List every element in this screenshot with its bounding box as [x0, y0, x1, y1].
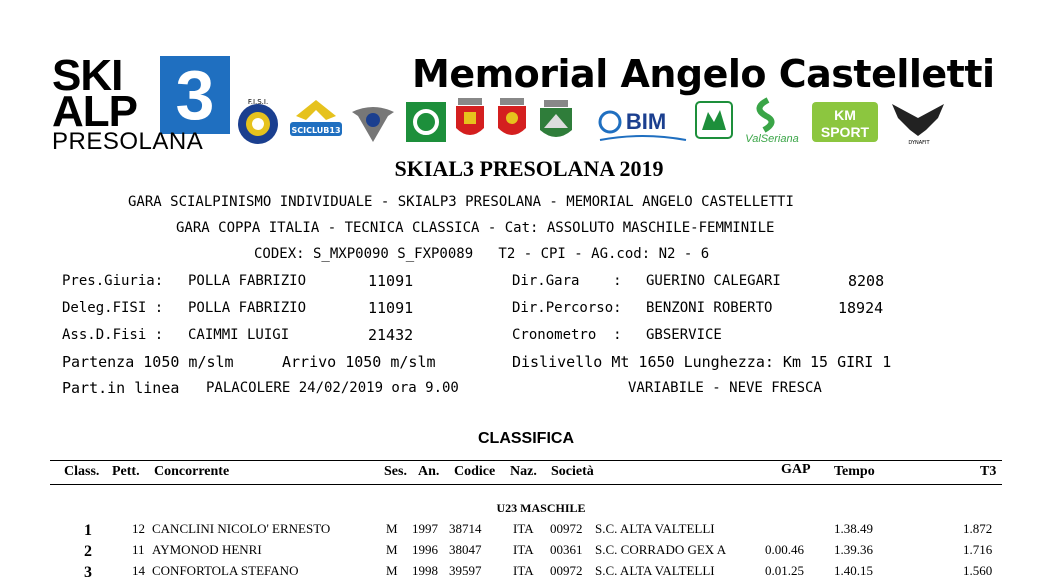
col-tempo: Tempo [834, 464, 875, 479]
ass-fisi-code: 21432 [368, 326, 414, 344]
fisi-logo [232, 96, 284, 146]
col-t3: T3 [980, 464, 997, 479]
table-top-rule [50, 460, 1002, 461]
col-pett: Pett. [112, 464, 140, 479]
logo-text-ski: SKI [52, 51, 123, 100]
col-an: An. [418, 464, 440, 479]
col-naz: Naz. [510, 464, 537, 479]
logo-text-alp: ALP [52, 87, 137, 136]
row-1-pett: 12 [132, 521, 145, 536]
dir-percorso-name: BENZONI ROBERTO [646, 300, 773, 316]
row-2-societa: S.C. CORRADO GEX A [595, 542, 727, 557]
col-class: Class. [64, 464, 100, 479]
row-3-societa: S.C. ALTA VALTELLI [595, 563, 715, 578]
animal-logo [694, 96, 734, 146]
row-2-ses: M [386, 542, 398, 557]
part-linea-label: Part.in linea [62, 379, 180, 397]
row-3-ses: M [386, 563, 398, 578]
pres-giuria-code: 11091 [368, 272, 414, 290]
skialp3-logo [52, 51, 232, 155]
row-1-t3: 1.872 [963, 521, 993, 536]
km-sport-logo [810, 96, 880, 146]
dynafit-label: DYNAFIT [908, 140, 930, 146]
row-2-naz: ITA [513, 542, 534, 557]
row-2-pett: 11 [132, 542, 145, 557]
cronometro-label: Cronometro : [512, 327, 622, 343]
table-header-rule [50, 484, 1002, 485]
dir-gara-code: 8208 [848, 272, 885, 290]
partenza: Partenza 1050 m/slm [62, 353, 234, 371]
valseriana-logo [738, 96, 806, 146]
dir-percorso-code: 18924 [838, 299, 884, 317]
row-3-an: 1998 [412, 563, 438, 578]
race-info-line-1: GARA SCIALPINISMO INDIVIDUALE - SKIALP3 PRESOLANA - MEMORIAL ANGELO CASTELLETTI [128, 194, 794, 210]
coat-of-arms-3 [536, 96, 576, 146]
ass-fisi-label: Ass.D.Fisi : [62, 327, 164, 343]
deleg-fisi-code: 11091 [368, 299, 414, 317]
pres-giuria-label: Pres.Giuria: [62, 273, 164, 289]
part-linea-value: PALACOLERE 24/02/2019 ora 9.00 [206, 380, 459, 396]
row-2-gap: 0.00.46 [765, 542, 804, 557]
row-2-class: 2 [84, 543, 92, 560]
cai-logo [348, 96, 398, 146]
row-3-name: CONFORTOLA STEFANO [152, 563, 299, 578]
row-1-ses: M [386, 521, 398, 536]
row-2-name: AYMONOD HENRI [152, 542, 262, 557]
row-1-class: 1 [84, 522, 92, 539]
row-3-t3: 1.560 [963, 563, 993, 578]
ass-fisi-name: CAIMMI LUIGI [188, 327, 290, 343]
fisi-label: F.I.S.I. [247, 98, 269, 106]
row-2-tempo: 1.39.36 [834, 542, 873, 557]
col-gap: GAP [781, 462, 811, 477]
race-info-line-2: GARA COPPA ITALIA - TECNICA CLASSICA - Cat: ASSOLUTO MASCHILE-FEMMINILE [176, 220, 775, 236]
row-1-name: CANCLINI NICOLO' ERNESTO [152, 521, 331, 536]
row-3-tempo: 1.40.15 [834, 563, 873, 578]
race-info-line-3: CODEX: S_MXP0090 S_FXP0089 T2 - CPI - AG.cod: N2 - 6 [254, 246, 710, 262]
sciclub13-logo [286, 96, 346, 146]
deleg-fisi-label: Deleg.FISI : [62, 300, 164, 316]
row-3-gap: 0.01.25 [765, 563, 804, 578]
km-sport-label: SPORT [820, 124, 870, 140]
row-3-codice: 39597 [449, 563, 482, 578]
dir-gara-label: Dir.Gara : [512, 273, 622, 289]
dynafit-logo [888, 96, 950, 146]
pres-giuria-name: POLLA FABRIZIO [188, 273, 307, 289]
row-3-soc-code: 00972 [550, 563, 583, 578]
meteo: VARIABILE - NEVE FRESCA [628, 380, 822, 396]
classifica-title: CLASSIFICA [478, 430, 574, 447]
col-concorrente: Concorrente [154, 464, 230, 479]
coat-of-arms-2 [494, 96, 530, 146]
sciclub13-label: SCICLUB13 [291, 126, 341, 135]
row-1-tempo: 1.38.49 [834, 521, 873, 536]
row-2-codice: 38047 [449, 542, 482, 557]
category-group: U23 MASCHILE [496, 501, 586, 515]
col-ses: Ses. [384, 464, 407, 479]
logo-number: 3 [160, 56, 230, 134]
dir-gara-name: GUERINO CALEGARI [646, 273, 781, 289]
row-3-naz: ITA [513, 563, 534, 578]
row-1-soc-code: 00972 [550, 521, 583, 536]
bim-logo [596, 96, 690, 146]
arrivo: Arrivo 1050 m/slm [282, 353, 436, 371]
dir-percorso-label: Dir.Percorso: [512, 300, 622, 316]
row-2-soc-code: 00361 [550, 542, 583, 557]
row-3-pett: 14 [132, 563, 145, 578]
coat-of-arms-1 [452, 96, 488, 146]
event-title: SKIAL3 PRESOLANA 2019 [394, 156, 664, 181]
dislivello: Dislivello Mt 1650 Lunghezza: Km 15 GIRI 1 [512, 353, 892, 371]
col-codice: Codice [454, 464, 496, 479]
cronometro-name: GBSERVICE [646, 327, 722, 343]
logo-text-presolana: PRESOLANA [52, 128, 204, 155]
memorial-title: Memorial Angelo Castelletti [412, 52, 995, 96]
row-2-an: 1996 [412, 542, 438, 557]
row-1-naz: ITA [513, 521, 534, 536]
row-1-societa: S.C. ALTA VALTELLI [595, 521, 715, 536]
row-1-an: 1997 [412, 521, 438, 536]
bim-label: BIM [625, 109, 667, 134]
row-3-class: 3 [84, 564, 92, 581]
lombardia-logo [404, 96, 448, 146]
valseriana-label: ValSeriana [745, 133, 799, 145]
row-2-t3: 1.716 [963, 542, 993, 557]
deleg-fisi-name: POLLA FABRIZIO [188, 300, 307, 316]
row-1-codice: 38714 [449, 521, 482, 536]
svg-text:KM: KM [834, 107, 856, 123]
col-societa: Società [551, 464, 594, 479]
